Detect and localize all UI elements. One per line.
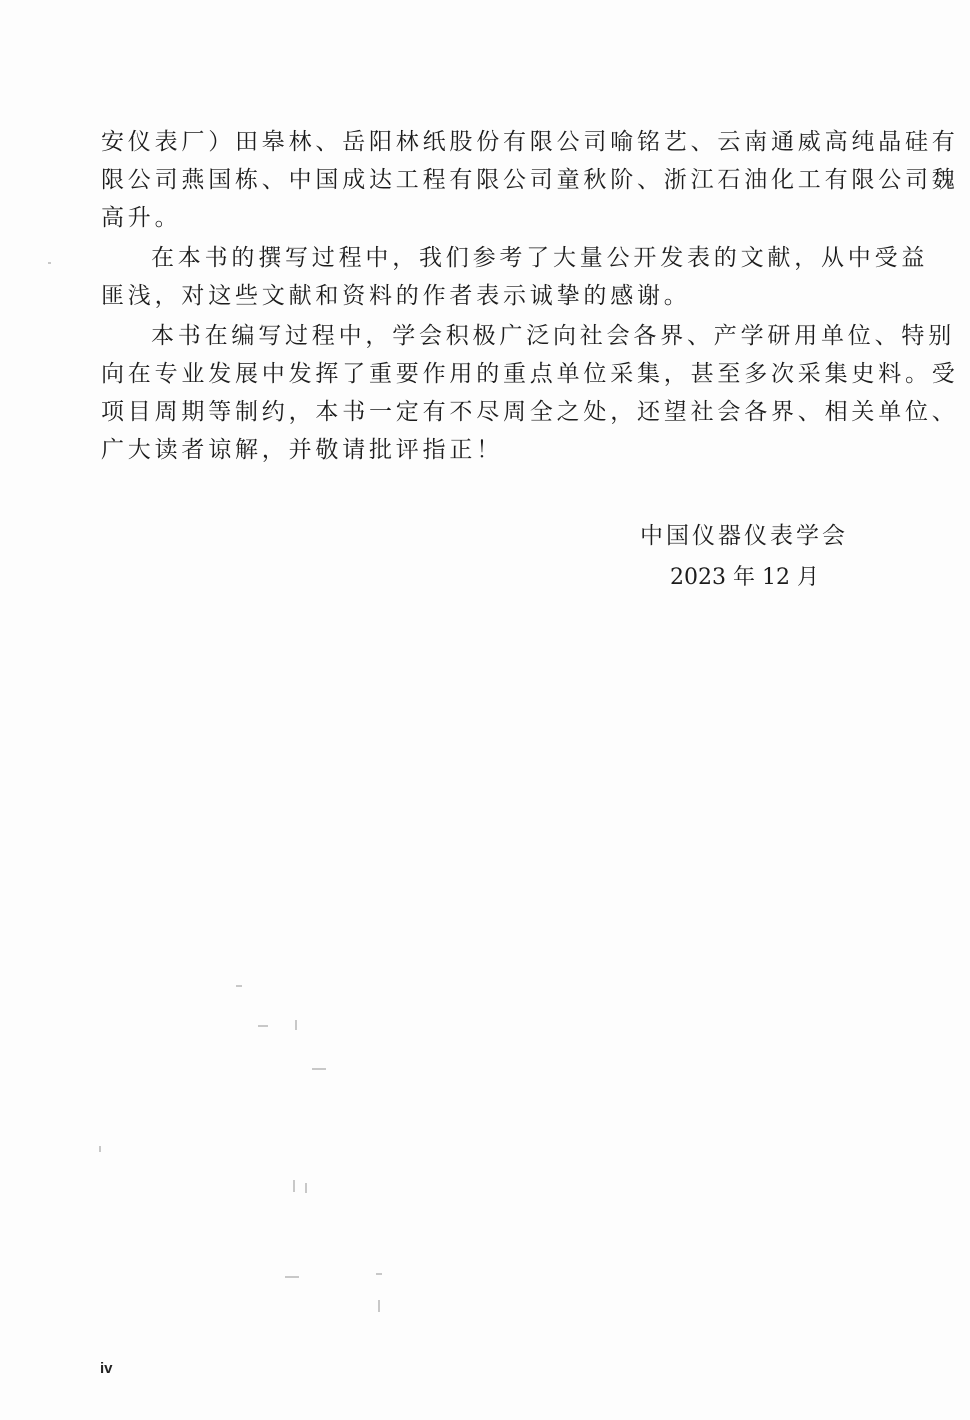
- scan-speck: [378, 1300, 380, 1312]
- text-line: 本书在编写过程中，学会积极广泛向社会各界、产学研用单位、特别: [151, 323, 955, 349]
- text-line: 项目周期等制约，本书一定有不尽周全之处，还望社会各界、相关单位、: [101, 399, 959, 425]
- text-line: 在本书的撰写过程中，我们参考了大量公开发表的文献，从中受益: [151, 245, 929, 271]
- scan-speck: [305, 1183, 307, 1193]
- scan-speck: [293, 1180, 295, 1192]
- scan-speck: [236, 985, 242, 987]
- signature-block: [640, 521, 870, 593]
- paragraph-continued: [101, 123, 959, 237]
- scan-speck: [376, 1273, 382, 1275]
- scan-speck: [285, 1276, 299, 1278]
- signature-date: 2023 年 12 月: [670, 565, 819, 590]
- scan-speck: [48, 262, 51, 264]
- body-text: [101, 123, 959, 469]
- text-line: 匪浅，对这些文献和资料的作者表示诚挚的感谢。: [101, 283, 691, 309]
- text-line: 向在专业发展中发挥了重要作用的重点单位采集，甚至多次采集史料。受: [101, 361, 959, 387]
- page-number: iv: [100, 1360, 113, 1377]
- scan-speck: [312, 1068, 326, 1070]
- paragraph-acknowledgement: [101, 317, 959, 469]
- paragraph-references: [101, 239, 929, 315]
- scan-speck: [99, 1146, 101, 1152]
- text-line: 广大读者谅解，并敬请批评指正！: [101, 437, 503, 463]
- text-line: 安仪表厂）田皋林、岳阳林纸股份有限公司喻铭艺、云南通威高纯晶硅有: [101, 129, 959, 155]
- text-line: 高升。: [101, 205, 182, 231]
- scan-speck: [295, 1020, 297, 1030]
- signature-organization: 中国仪器仪表学会: [640, 523, 848, 549]
- scan-speck: [258, 1025, 268, 1027]
- text-line: 限公司燕国栋、中国成达工程有限公司童秋阶、浙江石油化工有限公司魏: [101, 167, 959, 193]
